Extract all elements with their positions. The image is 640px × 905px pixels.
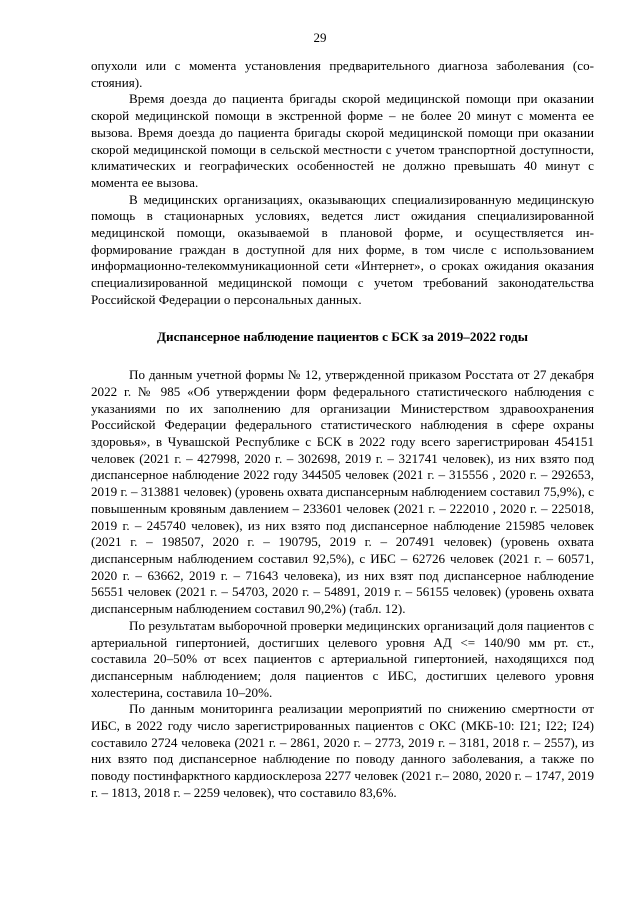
paragraph-monitoring-ihd: По данным мониторинга реализации мероприятий по снижению смертности от ИБС, в 2022 году число зарегистрированных пациентов с ОКС (МКБ-10: I21; I22; I24) составило 2724 человека (2021 г. – 2861, 2020 г. – 2773, 2019 г. – 3181, 2018 г. – 2557), из них взято под диспансерное наблюдение по поводу данного заболевания, а также по поводу постинфарктного кардиосклероза 2277 человек (2021 г.– 2080, 2020 г. – 1747, 2019 г. – 1813, 2018 г. – 2259 человек), что составило 83,6%.	[91, 701, 594, 800]
paragraph-waiting-list: В медицинских организациях, оказывающих специализированную медицинскую помощь в стационарных условиях, ведется лист ожидания специализированной медицинской помощи, оказываемой в плановой форме, и осуществляется информирование граждан в доступной для них форме, в том числе с использованием информационно-телекоммуникационной сети «Интернет», о сроках ожидания оказания специализированной медицинской помощи с учетом требований законодательства Российской Федерации о персональных данных.	[91, 191, 594, 307]
paragraph-inspection-results: По результатам выборочной проверки медицинских организаций доля пациентов с артериальной гипертонией, достигших целевого уровня АД <= 140/90 мм рт. ст., составила 20–50% от всех пациентов с артериальной гипертонией, находящихся под диспансерным наблюдением; доля пациентов с ИБС, достигших целевого уровня холестерина, составила 10–20%.	[91, 617, 594, 700]
page-number: 29	[313, 30, 327, 45]
paragraph-statistics-form12: По данным учетной формы № 12, утвержденной приказом Росстата от 27 декабря 2022 г. № 985 «Об утверждении форм федерального статистического наблюдения с указаниями по их заполнению для организации Министерством здравоохранения Российской Федерации федерального статистического наблюдения в сфере охраны здоровья», в Чувашской Республике с БСК в 2022 году всего зарегистрирован 454151 человек (2021 г. – 427998, 2020 г. – 302698, 2019 г. – 321741 человек), из них взято под диспансерное наблюдение 2022 году 344505 человек (2021 г. – 315556 , 2020 г. – 292653, 2019 г. – 313881 человек) (уровень охвата диспансерным наблюдением составил 75,9%), с повышенным кровяным давлением – 233601 человек (2021 г. – 222010 , 2020 г. – 225018, 2019 г. – 245740 человек), из них взято под диспансерное наблюдение 215985 человек (2021 г. – 198507, 2020 г. – 190795, 2019 г. – 207491 человек) (уровень охвата диспансерным наблюдением составил 92,5%), с ИБС – 62726 человек (2021 г. – 60571, 2020 г. – 63662, 2019 г. – 71643 человека), из них взят под диспансерное наблюдение 56551 человек (2021 г. – 54703, 2020 г. – 54891, 2019 г. – 56155 человек) (уровень охвата диспансерным наблюдением составил 90,2%) (табл. 12).	[91, 367, 594, 617]
section-heading: Диспансерное наблюдение пациентов с БСК за 2019–2022 годы	[157, 328, 528, 344]
paragraph-continuation: опухоли или с момента установления предварительного диагноза заболевания (состояния).	[91, 58, 594, 90]
paragraph-ambulance-time: Время доезда до пациента бригады скорой медицинской помощи при оказании скорой медицинской помощи в экстренной форме – не более 20 минут с момента ее вызова. Время доезда до пациента бригады скорой медицинской помощи при оказании скорой медицинской помощи в сельской местности с учетом транспортной доступности, климатических и географических особенностей не должно превышать 40 минут с момента ее вызова.	[91, 91, 594, 190]
document-body	[91, 58, 594, 802]
